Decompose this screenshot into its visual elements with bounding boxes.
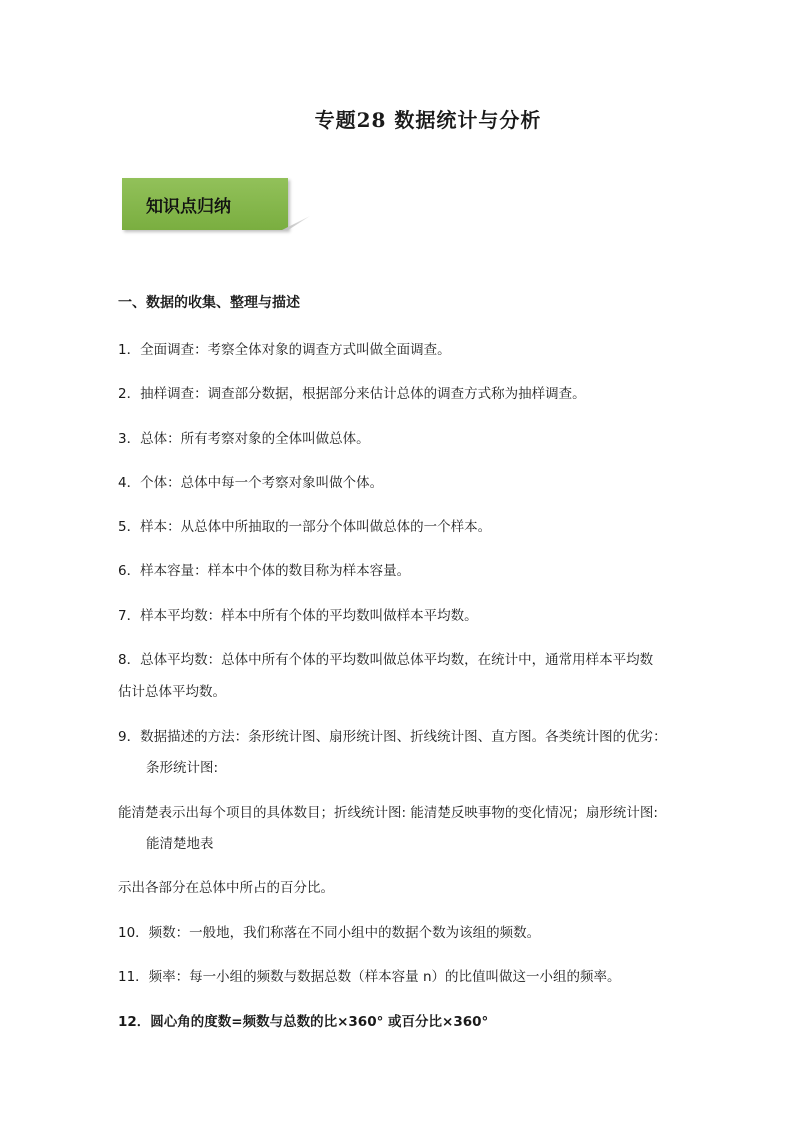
page-title: 专题28 数据统计与分析 bbox=[314, 108, 542, 132]
section-heading: 一、数据的收集、整理与描述 bbox=[118, 295, 300, 311]
definition-line: 3．总体：所有考察对象的全体叫做总体。 bbox=[118, 431, 370, 447]
definition-line: 5．样本：从总体中所抽取的一部分个体叫做总体的一个样本。 bbox=[118, 519, 492, 535]
definition-line: 11．频率：每一小组的频数与数据总数（样本容量 n）的比值叫做这一小组的频率。 bbox=[118, 969, 621, 985]
definition-line: 4．个体：总体中每一个考察对象叫做个体。 bbox=[118, 475, 384, 491]
definition-line-continued: 条形统计图: bbox=[146, 760, 219, 776]
definition-line-continued: 能清楚地表 bbox=[146, 836, 214, 852]
definition-line: 6．样本容量：样本中个体的数目称为样本容量。 bbox=[118, 563, 411, 579]
definition-line-continued: 能清楚表示出每个项目的具体数目；折线统计图: 能清楚反映事物的变化情况；扇形统计图: bbox=[118, 805, 658, 821]
definition-line: 7．样本平均数：样本中所有个体的平均数叫做样本平均数。 bbox=[118, 608, 478, 624]
banner-label: 知识点归纳 bbox=[146, 197, 231, 217]
section-banner bbox=[122, 178, 312, 234]
definition-line: 1．全面调查：考察全体对象的调查方式叫做全面调查。 bbox=[118, 342, 451, 358]
definition-line: 12．圆心角的度数=频数与总数的比×360° 或百分比×360° bbox=[118, 1014, 489, 1030]
definition-line: 10．频数：一般地，我们称落在不同小组中的数据个数为该组的频数。 bbox=[118, 925, 541, 941]
definition-line: 8．总体平均数：总体中所有个体的平均数叫做总体平均数，在统计中，通常用样本平均数 bbox=[118, 652, 654, 668]
definition-line: 9．数据描述的方法：条形统计图、扇形统计图、折线统计图、直方图。各类统计图的优劣： bbox=[118, 729, 667, 745]
definition-line-continued: 估计总体平均数。 bbox=[118, 684, 226, 700]
definition-line-continued: 示出各部分在总体中所占的百分比。 bbox=[118, 880, 334, 896]
definition-line: 2．抽样调查：调查部分数据，根据部分来估计总体的调查方式称为抽样调查。 bbox=[118, 386, 586, 402]
